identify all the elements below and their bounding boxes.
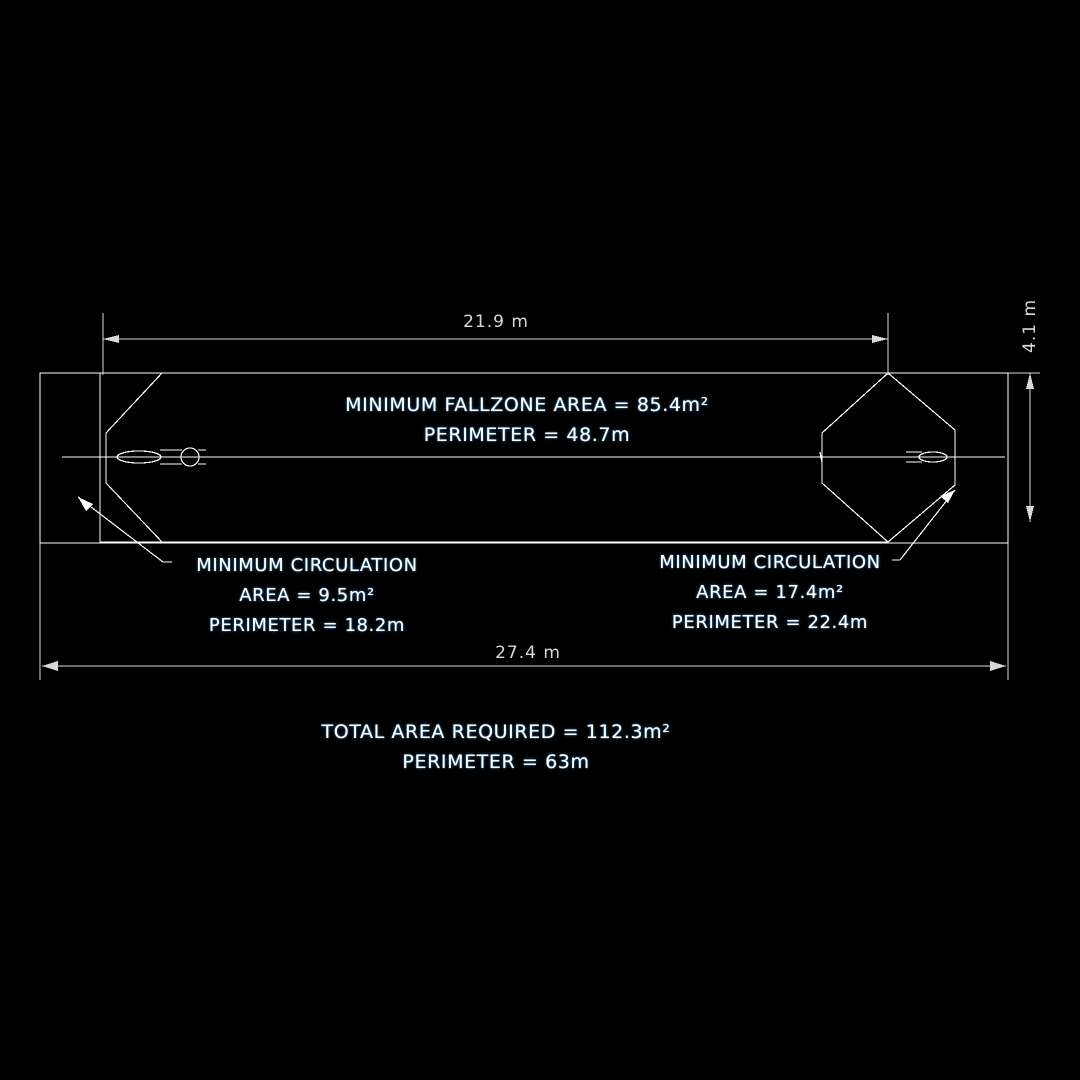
fallzone-area-label: MINIMUM FALLZONE AREA = 85.4m² (345, 394, 709, 416)
fallzone-label-block (345, 390, 709, 450)
dimension-top-width: 21.9 m (463, 312, 529, 332)
total-area-label: TOTAL AREA REQUIRED = 112.3m² (321, 721, 671, 743)
leader-left (78, 497, 172, 562)
helicopter-symbol (62, 448, 1005, 466)
total-perimeter-label: PERIMETER = 63m (402, 751, 590, 773)
right-dimension (1008, 373, 1040, 522)
circulation-left-title: MINIMUM CIRCULATION (196, 555, 418, 576)
circulation-left-label-block (196, 551, 418, 641)
circulation-right-label-block (659, 548, 881, 638)
circulation-left-perimeter: PERIMETER = 18.2m (208, 615, 406, 636)
totals-label-block (322, 717, 671, 777)
circulation-left-area: AREA = 9.5m² (239, 585, 375, 606)
dimension-right-height: 4.1 m (1020, 299, 1040, 353)
fallzone-perimeter-label: PERIMETER = 48.7m (423, 424, 631, 446)
dimension-bottom-width: 27.4 m (495, 643, 561, 663)
circulation-right-perimeter: PERIMETER = 22.4m (671, 612, 869, 633)
circulation-right-area: AREA = 17.4m² (696, 582, 844, 603)
circulation-right-title: MINIMUM CIRCULATION (659, 552, 881, 573)
leader-right (892, 490, 955, 560)
